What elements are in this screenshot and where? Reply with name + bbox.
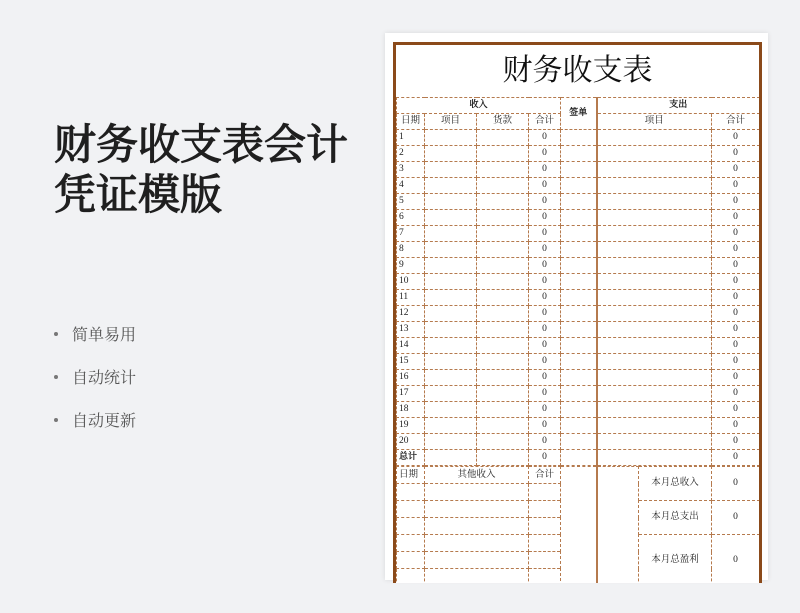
income-total-cell: 0 (529, 338, 561, 354)
expense-item-cell (597, 338, 712, 354)
goods-cell (477, 418, 529, 434)
goods-cell (477, 290, 529, 306)
row-number: 19 (397, 418, 425, 434)
spreadsheet-preview (385, 33, 768, 580)
expense-item-cell (597, 194, 712, 210)
table-row (397, 210, 760, 226)
expense-item-cell (597, 130, 712, 146)
sign-cell (561, 178, 597, 194)
table-row (397, 178, 760, 194)
expense-total-cell: 0 (712, 146, 760, 162)
row-number: 6 (397, 210, 425, 226)
expense-item-cell (597, 146, 712, 162)
goods-cell (477, 434, 529, 450)
bullet-icon (54, 418, 58, 422)
income-header: 收入 (397, 98, 561, 114)
feature-item (54, 355, 136, 398)
income-total-cell: 0 (529, 354, 561, 370)
table-row (397, 386, 760, 402)
income-item-cell (425, 242, 477, 258)
income-total-cell: 0 (529, 130, 561, 146)
income-item-cell (425, 226, 477, 242)
expense-total-cell: 0 (712, 210, 760, 226)
goods-cell (477, 178, 529, 194)
expense-item-cell (597, 386, 712, 402)
income-item-cell (425, 290, 477, 306)
table-row (397, 274, 760, 290)
income-total-cell: 0 (529, 194, 561, 210)
table-row (397, 290, 760, 306)
month-profit-label: 本月总盈利 (639, 535, 712, 584)
expense-total-cell: 0 (712, 402, 760, 418)
promo-title-line1: 财务收支表会计 (54, 120, 349, 169)
month-income-label: 本月总收入 (639, 467, 712, 501)
row-number: 11 (397, 290, 425, 306)
income-total-cell: 0 (529, 178, 561, 194)
income-total-cell: 0 (529, 306, 561, 322)
expense-total-cell: 0 (712, 242, 760, 258)
row-number: 8 (397, 242, 425, 258)
income-total-cell: 0 (529, 210, 561, 226)
total-label: 总计 (397, 450, 425, 466)
expense-total-cell: 0 (712, 290, 760, 306)
feature-list (54, 312, 136, 441)
month-expense-label: 本月总支出 (639, 501, 712, 535)
feature-label: 简单易用 (72, 325, 137, 344)
goods-cell (477, 402, 529, 418)
income-total-cell: 0 (529, 290, 561, 306)
sign-cell (561, 162, 597, 178)
sign-cell (561, 194, 597, 210)
expense-header: 支出 (597, 98, 760, 114)
goods-cell (477, 354, 529, 370)
expense-total-cell: 0 (712, 354, 760, 370)
expense-total-cell: 0 (712, 306, 760, 322)
total-expense-empty-cell (597, 450, 712, 466)
goods-cell (477, 338, 529, 354)
ledger-table (396, 97, 760, 466)
sign-cell (561, 322, 597, 338)
sign-header: 签单 (561, 98, 597, 130)
sign-cell (561, 402, 597, 418)
income-total-cell: 0 (529, 386, 561, 402)
bullet-icon (54, 375, 58, 379)
goods-cell (477, 242, 529, 258)
expense-item-cell (597, 354, 712, 370)
expense-total-cell: 0 (712, 258, 760, 274)
row-number: 3 (397, 162, 425, 178)
income-item-cell (425, 210, 477, 226)
row-number: 2 (397, 146, 425, 162)
sign-cell (561, 434, 597, 450)
sign-cell (561, 338, 597, 354)
row-number: 4 (397, 178, 425, 194)
month-expense-value: 0 (712, 501, 760, 535)
goods-cell (477, 258, 529, 274)
col-item: 项目 (425, 114, 477, 130)
income-item-cell (425, 402, 477, 418)
income-item-cell (425, 386, 477, 402)
row-number: 7 (397, 226, 425, 242)
table-row (397, 242, 760, 258)
income-item-cell (425, 162, 477, 178)
goods-cell (477, 386, 529, 402)
expense-item-cell (597, 162, 712, 178)
summary-sign-cell (561, 467, 597, 584)
goods-cell (477, 226, 529, 242)
table-row (397, 434, 760, 450)
total-empty-cell (425, 450, 477, 466)
income-item-cell (425, 434, 477, 450)
table-row (397, 306, 760, 322)
sign-cell (561, 418, 597, 434)
expense-total-cell: 0 (712, 434, 760, 450)
income-item-cell (425, 130, 477, 146)
expense-item-cell (597, 226, 712, 242)
goods-cell (477, 210, 529, 226)
row-number: 9 (397, 258, 425, 274)
expense-total-cell: 0 (712, 130, 760, 146)
sign-cell (561, 274, 597, 290)
income-total-cell: 0 (529, 146, 561, 162)
table-row (397, 370, 760, 386)
income-total-cell: 0 (529, 322, 561, 338)
row-number: 20 (397, 434, 425, 450)
promo-title-line2: 凭证模版 (54, 170, 223, 219)
sign-cell (561, 386, 597, 402)
sign-cell (561, 242, 597, 258)
table-row (397, 226, 760, 242)
expense-item-cell (597, 258, 712, 274)
expense-total-cell: 0 (712, 178, 760, 194)
col-total: 合计 (529, 114, 561, 130)
income-item-cell (425, 178, 477, 194)
sheet-frame (393, 42, 762, 583)
sign-cell (561, 290, 597, 306)
expense-item-cell (597, 178, 712, 194)
month-profit-value: 0 (712, 535, 760, 584)
sign-cell (561, 146, 597, 162)
table-row (397, 354, 760, 370)
total-expense-value: 0 (712, 450, 760, 466)
expense-item-cell (597, 434, 712, 450)
income-item-cell (425, 306, 477, 322)
expense-item-cell (597, 242, 712, 258)
row-number: 16 (397, 370, 425, 386)
expense-item-cell (597, 290, 712, 306)
income-total-cell: 0 (529, 242, 561, 258)
goods-cell (477, 162, 529, 178)
table-row (397, 258, 760, 274)
row-number: 5 (397, 194, 425, 210)
table-row (397, 402, 760, 418)
total-empty-cell (477, 450, 529, 466)
table-row (397, 194, 760, 210)
income-total-cell: 0 (529, 370, 561, 386)
expense-item-cell (597, 210, 712, 226)
income-item-cell (425, 322, 477, 338)
month-income-value: 0 (712, 467, 760, 501)
table-row (397, 322, 760, 338)
goods-cell (477, 274, 529, 290)
sign-cell (561, 354, 597, 370)
row-number: 17 (397, 386, 425, 402)
goods-cell (477, 306, 529, 322)
expense-item-cell (597, 370, 712, 386)
income-total-cell: 0 (529, 258, 561, 274)
header-row-1 (397, 98, 760, 114)
table-row (397, 418, 760, 434)
expense-total-cell: 0 (712, 418, 760, 434)
income-item-cell (425, 274, 477, 290)
sign-cell (561, 210, 597, 226)
summary-col-other-income: 其他收入 (425, 467, 529, 484)
summary-col-total: 合计 (529, 467, 561, 484)
row-number: 14 (397, 338, 425, 354)
goods-cell (477, 370, 529, 386)
income-total-cell: 0 (529, 402, 561, 418)
expense-total-cell: 0 (712, 386, 760, 402)
col-expense-item: 项目 (597, 114, 712, 130)
expense-total-cell: 0 (712, 322, 760, 338)
expense-total-cell: 0 (712, 194, 760, 210)
summary-col-date: 日期 (397, 467, 425, 484)
sign-cell (561, 306, 597, 322)
table-row (397, 162, 760, 178)
summary-header-row (397, 467, 760, 484)
expense-item-cell (597, 418, 712, 434)
total-row (397, 450, 760, 466)
income-item-cell (425, 146, 477, 162)
sign-cell (561, 370, 597, 386)
income-item-cell (425, 338, 477, 354)
expense-item-cell (597, 274, 712, 290)
goods-cell (477, 130, 529, 146)
income-total-cell: 0 (529, 226, 561, 242)
income-item-cell (425, 354, 477, 370)
goods-cell (477, 146, 529, 162)
sign-cell (561, 226, 597, 242)
sign-cell (561, 258, 597, 274)
col-expense-total: 合计 (712, 114, 760, 130)
expense-total-cell: 0 (712, 338, 760, 354)
table-row (397, 338, 760, 354)
feature-label: 自动更新 (72, 411, 137, 430)
feature-item (54, 312, 136, 355)
row-number: 10 (397, 274, 425, 290)
col-date: 日期 (397, 114, 425, 130)
income-item-cell (425, 418, 477, 434)
feature-item (54, 398, 136, 441)
income-item-cell (425, 370, 477, 386)
expense-item-cell (597, 306, 712, 322)
row-number: 15 (397, 354, 425, 370)
total-income-value: 0 (529, 450, 561, 466)
expense-item-cell (597, 322, 712, 338)
promo-title (54, 120, 348, 220)
income-total-cell: 0 (529, 418, 561, 434)
income-item-cell (425, 194, 477, 210)
row-number: 12 (397, 306, 425, 322)
expense-item-cell (597, 402, 712, 418)
goods-cell (477, 194, 529, 210)
expense-total-cell: 0 (712, 162, 760, 178)
expense-total-cell: 0 (712, 226, 760, 242)
col-goods: 货款 (477, 114, 529, 130)
sheet-title: 财务收支表 (502, 53, 653, 88)
income-item-cell (425, 258, 477, 274)
table-row (397, 130, 760, 146)
goods-cell (477, 322, 529, 338)
row-number: 1 (397, 130, 425, 146)
income-total-cell: 0 (529, 162, 561, 178)
bullet-icon (54, 332, 58, 336)
feature-label: 自动统计 (72, 368, 137, 387)
row-number: 13 (397, 322, 425, 338)
expense-total-cell: 0 (712, 274, 760, 290)
row-number: 18 (397, 402, 425, 418)
summary-spacer-cell (597, 467, 639, 584)
table-row (397, 146, 760, 162)
summary-table (396, 466, 760, 583)
income-total-cell: 0 (529, 274, 561, 290)
sign-cell (561, 130, 597, 146)
total-sign-cell (561, 450, 597, 466)
income-total-cell: 0 (529, 434, 561, 450)
expense-total-cell: 0 (712, 370, 760, 386)
